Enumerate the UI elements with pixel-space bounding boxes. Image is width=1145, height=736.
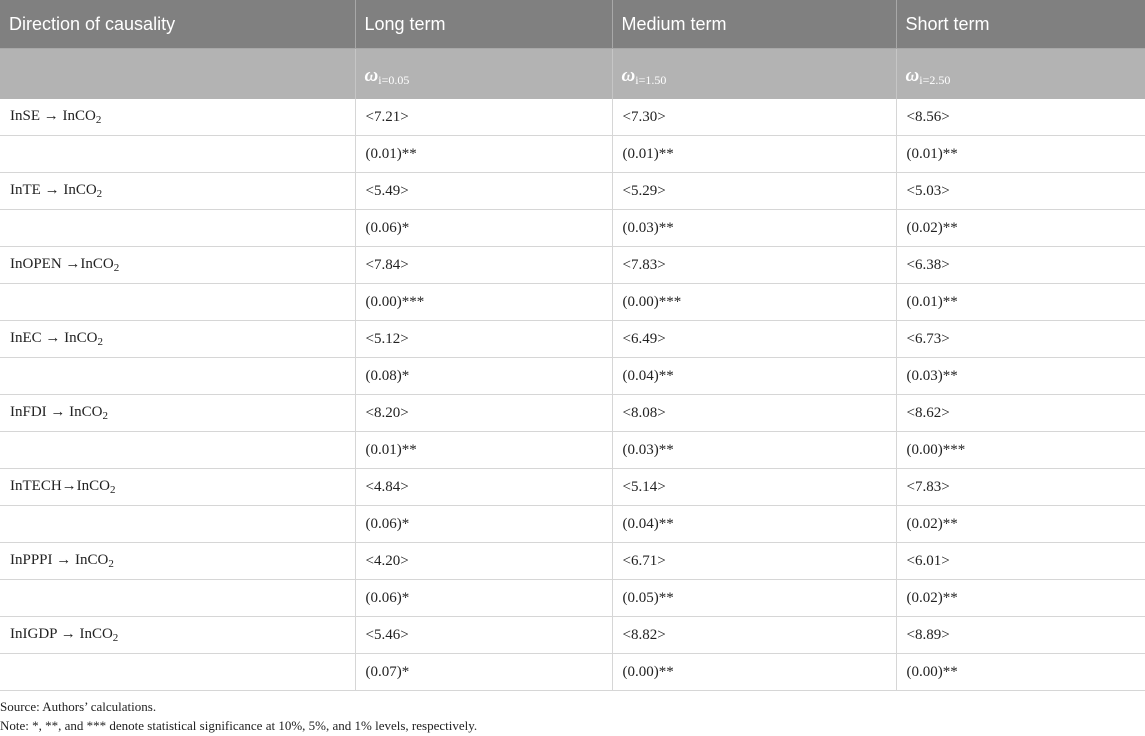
header-long-term: Long term [355, 0, 612, 49]
p-value-medium: (0.04)** [612, 358, 896, 395]
co2-subscript: 2 [96, 188, 103, 200]
omega-subscript: i=1.50 [635, 72, 667, 87]
empty-cell [0, 432, 355, 469]
table-notes [0, 697, 477, 735]
wald-stat-medium: <5.14> [612, 469, 896, 506]
table-row [0, 136, 1145, 173]
direction-label: InTECH→ [10, 478, 77, 494]
direction-label: InEC → [10, 330, 65, 346]
wald-stat-long: <5.46> [355, 617, 612, 654]
wald-stat-short: <7.83> [896, 469, 1145, 506]
p-value-short: (0.02)** [896, 506, 1145, 543]
p-value-medium: (0.04)** [612, 506, 896, 543]
table-row [0, 321, 1145, 358]
co2-subscript: 2 [113, 262, 120, 274]
co2-label: InCO [69, 404, 103, 420]
co2-subscript: 2 [95, 114, 102, 126]
subheader-short-term [896, 49, 1145, 100]
p-value-long: (0.00)*** [355, 284, 612, 321]
table-row [0, 395, 1145, 432]
p-value-medium: (0.00)*** [612, 284, 896, 321]
table-row [0, 247, 1145, 284]
co2-label: InCO [76, 478, 111, 494]
table-row [0, 654, 1145, 691]
wald-stat-short: <8.62> [896, 395, 1145, 432]
wald-stat-medium: <7.83> [612, 247, 896, 284]
subheader-row [0, 49, 1145, 100]
p-value-short: (0.01)** [896, 284, 1145, 321]
wald-stat-long: <5.49> [355, 173, 612, 210]
wald-stat-long: <7.21> [355, 99, 612, 136]
empty-cell [0, 136, 355, 173]
wald-stat-long: <4.84> [355, 469, 612, 506]
co2-label: InCO [80, 256, 114, 272]
p-value-short: (0.00)*** [896, 432, 1145, 469]
table-row [0, 99, 1145, 136]
direction-label: InFDI → [10, 404, 70, 420]
co2-subscript: 2 [112, 632, 119, 644]
empty-cell [0, 580, 355, 617]
wald-stat-long: <4.20> [355, 543, 612, 580]
header-medium-term: Medium term [612, 0, 896, 49]
p-value-long: (0.07)* [355, 654, 612, 691]
table-row [0, 173, 1145, 210]
p-value-long: (0.06)* [355, 580, 612, 617]
co2-label: InCO [64, 330, 98, 346]
p-value-short: (0.00)** [896, 654, 1145, 691]
p-value-medium: (0.01)** [612, 136, 896, 173]
wald-stat-medium: <8.82> [612, 617, 896, 654]
causality-direction [0, 469, 355, 506]
p-value-long: (0.01)** [355, 136, 612, 173]
direction-label: InSE → [10, 108, 63, 124]
subheader-medium-term [612, 49, 896, 100]
header-row [0, 0, 1145, 49]
wald-stat-short: <5.03> [896, 173, 1145, 210]
wald-stat-medium: <8.08> [612, 395, 896, 432]
causality-direction [0, 99, 355, 136]
causality-direction [0, 617, 355, 654]
direction-label: InPPPI → [10, 552, 76, 568]
omega-subscript: i=0.05 [378, 72, 410, 87]
p-value-short: (0.02)** [896, 210, 1145, 247]
causality-direction [0, 247, 355, 284]
empty-cell [0, 358, 355, 395]
p-value-medium: (0.03)** [612, 210, 896, 247]
wald-stat-short: <8.56> [896, 99, 1145, 136]
direction-label: InOPEN → [10, 256, 81, 272]
header-short-term: Short term [896, 0, 1145, 49]
wald-stat-medium: <7.30> [612, 99, 896, 136]
co2-subscript: 2 [102, 410, 109, 422]
omega-symbol: ω [905, 64, 920, 86]
p-value-short: (0.03)** [896, 358, 1145, 395]
table-row [0, 617, 1145, 654]
direction-label: InTE → [10, 182, 64, 198]
wald-stat-long: <7.84> [355, 247, 612, 284]
table-row [0, 284, 1145, 321]
empty-cell [0, 506, 355, 543]
causality-direction [0, 543, 355, 580]
source-note: Source: Authors’ calculations. [0, 699, 157, 714]
wald-stat-medium: <6.49> [612, 321, 896, 358]
wald-stat-medium: <6.71> [612, 543, 896, 580]
subheader-empty [0, 49, 355, 100]
table-row [0, 358, 1145, 395]
p-value-long: (0.06)* [355, 210, 612, 247]
wald-stat-short: <6.73> [896, 321, 1145, 358]
p-value-short: (0.01)** [896, 136, 1145, 173]
co2-subscript: 2 [108, 558, 114, 570]
p-value-short: (0.02)** [896, 580, 1145, 617]
wald-stat-long: <5.12> [355, 321, 612, 358]
header-direction: Direction of causality [0, 0, 355, 49]
p-value-medium: (0.05)** [612, 580, 896, 617]
p-value-long: (0.08)* [355, 358, 612, 395]
co2-subscript: 2 [110, 484, 116, 496]
table-row [0, 543, 1145, 580]
direction-label: InIGDP → [10, 626, 80, 642]
p-value-medium: (0.00)** [612, 654, 896, 691]
table-row [0, 210, 1145, 247]
causality-direction [0, 321, 355, 358]
wald-stat-short: <6.01> [896, 543, 1145, 580]
wald-stat-medium: <5.29> [612, 173, 896, 210]
empty-cell [0, 284, 355, 321]
wald-stat-long: <8.20> [355, 395, 612, 432]
empty-cell [0, 210, 355, 247]
p-value-long: (0.01)** [355, 432, 612, 469]
co2-label: InCO [63, 182, 97, 198]
omega-subscript: i=2.50 [919, 72, 951, 87]
table-body [0, 99, 1145, 691]
co2-subscript: 2 [97, 336, 104, 348]
omega-symbol: ω [364, 64, 379, 86]
causality-direction [0, 173, 355, 210]
omega-symbol: ω [621, 64, 636, 86]
p-value-long: (0.06)* [355, 506, 612, 543]
co2-label: InCO [79, 626, 113, 642]
table-row [0, 432, 1145, 469]
subheader-long-term [355, 49, 612, 100]
causality-direction [0, 395, 355, 432]
table-row [0, 469, 1145, 506]
significance-note: Note: *, **, and *** denote statistical significance at 10%, 5%, and 1% levels, respectively. [0, 718, 478, 733]
table-row [0, 506, 1145, 543]
table-row [0, 580, 1145, 617]
co2-label: InCO [75, 552, 109, 568]
wald-stat-short: <6.38> [896, 247, 1145, 284]
wald-stat-short: <8.89> [896, 617, 1145, 654]
co2-label: InCO [62, 108, 96, 124]
p-value-medium: (0.03)** [612, 432, 896, 469]
empty-cell [0, 654, 355, 691]
